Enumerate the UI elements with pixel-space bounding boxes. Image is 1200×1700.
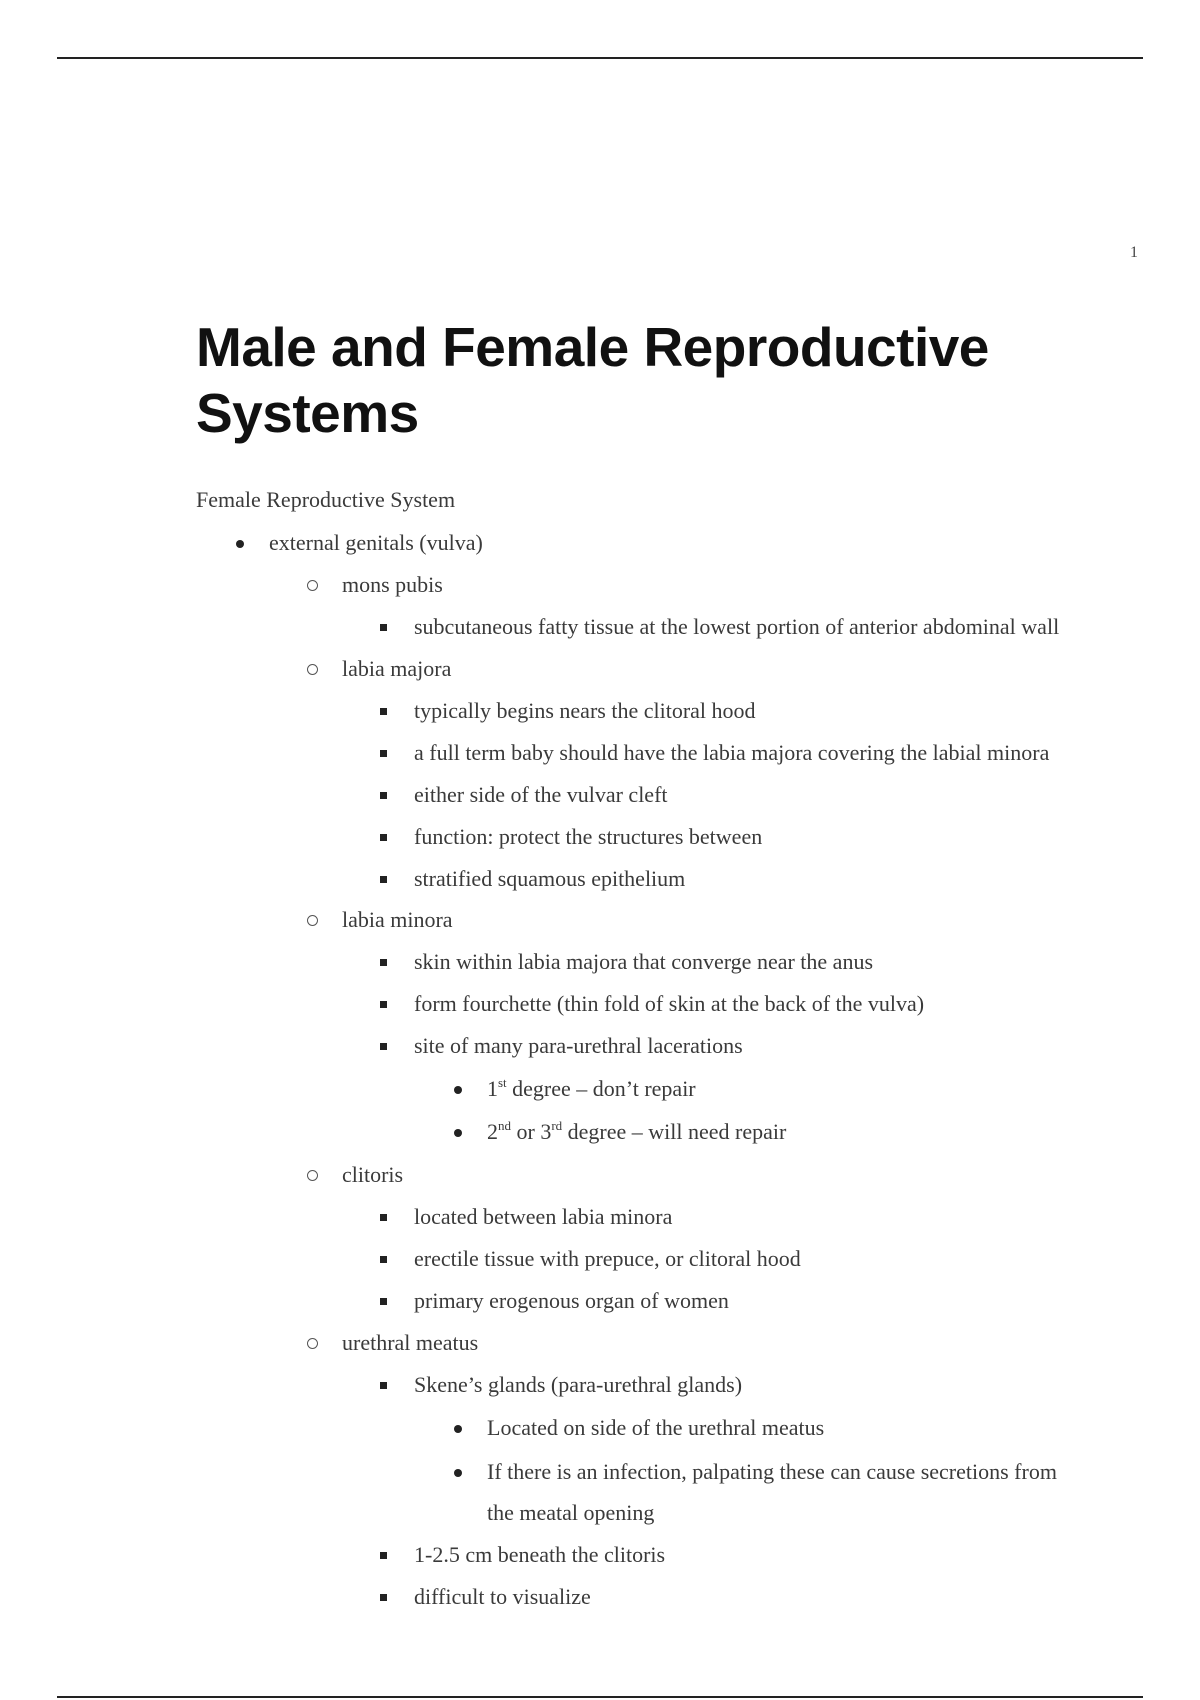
bullet-disc-icon (236, 540, 244, 548)
list-item-text: clitoris (342, 1162, 404, 1187)
bullet-disc-icon (454, 1469, 462, 1477)
list-item-level3 (414, 780, 668, 810)
bullet-circle-icon (307, 664, 318, 675)
list-item-level3 (414, 947, 873, 977)
bullet-square-icon (380, 708, 387, 715)
list-item-text: erectile tissue with prepuce, or clitoral hood (414, 1246, 801, 1271)
bullet-circle-icon (307, 1170, 318, 1181)
list-item-level4 (487, 1457, 1057, 1487)
list-item-level3 (414, 864, 685, 894)
footer-rule (57, 1696, 1143, 1698)
list-item-text: form fourchette (thin fold of skin at the back of the vulva) (414, 991, 925, 1016)
title-line-1: Male and Female Reproductive (196, 316, 989, 378)
section-heading: Female Reproductive System (196, 487, 456, 512)
bullet-disc-icon (454, 1425, 462, 1433)
list-item-level3 (414, 1582, 591, 1612)
bullet-circle-icon (307, 915, 318, 926)
list-item-level2 (342, 570, 443, 600)
bullet-square-icon (380, 959, 387, 966)
bullet-circle-icon (307, 580, 318, 591)
list-item-level3 (414, 822, 762, 852)
bullet-square-icon (380, 1552, 387, 1559)
bullet-square-icon (380, 1594, 387, 1601)
list-item-text: function: protect the structures between (414, 824, 763, 849)
bullet-square-icon (380, 1001, 387, 1008)
list-item-level2 (342, 654, 451, 684)
list-item-text: labia minora (342, 907, 453, 932)
list-item-level1 (269, 528, 483, 558)
list-item-level2 (342, 1160, 403, 1190)
list-item-level3 (414, 1540, 665, 1570)
list-item-level3 (414, 612, 1059, 642)
list-item-level2 (342, 905, 453, 935)
page-number: 1 (1130, 244, 1138, 261)
list-item-text: 2nd or 3rd degree – will need repair (487, 1118, 787, 1144)
bullet-disc-icon (454, 1129, 462, 1137)
list-item-text: Located on side of the urethral meatus (487, 1415, 825, 1440)
bullet-square-icon (380, 1214, 387, 1221)
list-item-text: skin within labia majora that converge near the anus (414, 949, 874, 974)
bullet-square-icon (380, 1382, 387, 1389)
header-rule (57, 57, 1143, 59)
list-item-level4 (487, 1074, 696, 1104)
list-item-text: stratified squamous epithelium (414, 866, 686, 891)
bullet-square-icon (380, 792, 387, 799)
list-item-level3 (414, 738, 1049, 768)
list-item-text: Skene’s glands (para-urethral glands) (414, 1372, 743, 1397)
list-item-text: a full term baby should have the labia majora covering the labial minora (414, 740, 1050, 765)
bullet-square-icon (380, 1043, 387, 1050)
bullet-square-icon (380, 834, 387, 841)
bullet-circle-icon (307, 1338, 318, 1349)
list-item-text: either side of the vulvar cleft (414, 782, 668, 807)
bullet-square-icon (380, 1298, 387, 1305)
list-item-level3 (414, 1286, 729, 1316)
bullet-square-icon (380, 876, 387, 883)
list-item-level2 (342, 1328, 478, 1358)
bullet-square-icon (380, 624, 387, 631)
list-item-text: typically begins nears the clitoral hood (414, 698, 756, 723)
list-item-level3 (414, 989, 924, 1019)
list-item-level4 (487, 1117, 786, 1147)
list-item-level3 (414, 696, 756, 726)
list-item-level3 (414, 1244, 801, 1274)
list-item-text: external genitals (vulva) (269, 530, 483, 555)
list-item-text: site of many para-urethral lacerations (414, 1033, 743, 1058)
page-title (196, 314, 1096, 446)
list-item-text: the meatal opening (487, 1500, 655, 1525)
list-item-text: If there is an infection, palpating these can cause secretions from (487, 1459, 1057, 1484)
list-item-level4 (487, 1413, 824, 1443)
list-item-level3 (414, 1202, 672, 1232)
bullet-square-icon (380, 750, 387, 757)
list-item-level3 (414, 1031, 743, 1061)
list-item-text: primary erogenous organ of women (414, 1288, 729, 1313)
list-item-text: urethral meatus (342, 1330, 479, 1355)
list-item-text: mons pubis (342, 572, 443, 597)
list-item-text: labia majora (342, 656, 452, 681)
title-line-2: Systems (196, 382, 419, 444)
list-item-text: 1-2.5 cm beneath the clitoris (414, 1542, 666, 1567)
list-item-text: difficult to visualize (414, 1584, 591, 1609)
list-item-continuation (487, 1498, 654, 1528)
bullet-disc-icon (454, 1086, 462, 1094)
list-item-text: 1st degree – don’t repair (487, 1075, 696, 1101)
list-item-text: subcutaneous fatty tissue at the lowest portion of anterior abdominal wall (414, 614, 1060, 639)
list-item-level3 (414, 1370, 742, 1400)
bullet-square-icon (380, 1256, 387, 1263)
list-item-text: located between labia minora (414, 1204, 673, 1229)
